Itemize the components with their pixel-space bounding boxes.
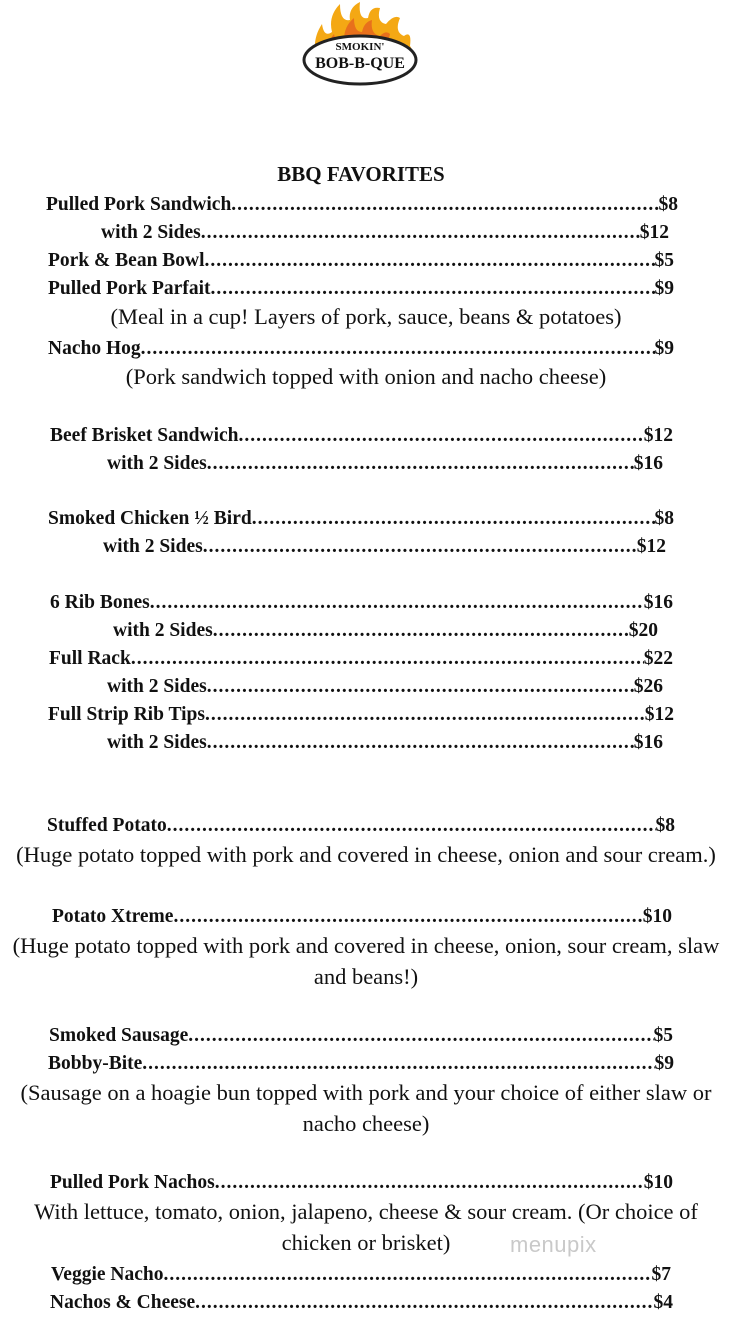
item-name: Pulled Pork Parfait xyxy=(48,278,211,299)
item-description-parfait: (Meal in a cup! Layers of pork, sauce, beans & potatoes) xyxy=(110,304,622,329)
item-price: $12 xyxy=(636,536,666,557)
menu-item-smoked-chicken xyxy=(48,505,674,533)
menu-item-pulled-pork-nachos xyxy=(50,1169,673,1197)
item-name: Stuffed Potato xyxy=(47,815,167,836)
item-name: Bobby-Bite xyxy=(48,1053,143,1074)
item-price: $26 xyxy=(633,676,663,697)
item-name: Pork & Bean Bowl xyxy=(48,250,205,271)
item-price: $22 xyxy=(643,648,673,669)
item-price: $8 xyxy=(654,508,674,529)
item-price: $10 xyxy=(643,1172,673,1193)
menu-item-pulled-pork-parfait xyxy=(48,275,674,303)
item-price: $16 xyxy=(643,592,673,613)
item-price: $9 xyxy=(654,1053,674,1074)
menu-item-6-rib-bones xyxy=(50,589,673,617)
bob-b-que-logo xyxy=(300,2,422,96)
item-price: $8 xyxy=(658,194,678,215)
menu-item-bbs-sides xyxy=(107,450,663,478)
item-price: $5 xyxy=(653,1025,673,1046)
menu-item-nacho-hog xyxy=(48,335,674,363)
watermark: menupix xyxy=(510,1232,597,1257)
item-name: 6 Rib Bones xyxy=(50,592,150,613)
item-name: Nacho Hog xyxy=(48,338,141,359)
item-name: Pulled Pork Sandwich xyxy=(46,194,232,215)
item-price: $9 xyxy=(654,278,674,299)
item-name: with 2 Sides xyxy=(113,620,213,641)
item-name: Nachos & Cheese xyxy=(50,1292,196,1313)
menu-item-pork-bean-bowl xyxy=(48,247,674,275)
section-heading: BBQ FAVORITES xyxy=(277,162,445,186)
menu-item-fsrt-sides xyxy=(107,729,663,757)
item-price: $10 xyxy=(642,906,672,927)
item-price: $9 xyxy=(654,338,674,359)
item-name: Pulled Pork Nachos xyxy=(50,1172,215,1193)
item-price: $5 xyxy=(654,250,674,271)
menu-item-rb-sides xyxy=(113,617,658,645)
item-description-stuffed-potato: (Huge potato topped with pork and covered in cheese, onion and sour cream.) xyxy=(16,842,716,867)
item-name: Smoked Sausage xyxy=(49,1025,189,1046)
item-description-nacho-hog: (Pork sandwich topped with onion and nacho cheese) xyxy=(125,364,607,389)
item-price: $20 xyxy=(628,620,658,641)
item-description-potato-xtreme: (Huge potato topped with pork and covered in cheese, onion, sour cream, slaw and beans!) xyxy=(12,933,720,989)
logo-main-text: BOB-B-QUE xyxy=(315,55,405,72)
item-price: $16 xyxy=(633,732,663,753)
item-name: with 2 Sides xyxy=(107,453,207,474)
menu-item-potato-xtreme xyxy=(52,903,672,931)
menu-item-bobby-bite xyxy=(48,1050,674,1078)
menu-item-fr-sides xyxy=(107,673,663,701)
menu-item-nachos-cheese xyxy=(50,1289,673,1317)
item-price: $16 xyxy=(633,453,663,474)
menu-item-full-rack xyxy=(49,645,673,673)
item-name: Beef Brisket Sandwich xyxy=(50,425,239,446)
item-price: $12 xyxy=(644,704,674,725)
item-price: $12 xyxy=(639,222,669,243)
item-price: $4 xyxy=(653,1292,673,1313)
item-price: $8 xyxy=(655,815,675,836)
menu-item-full-strip-rib-tips xyxy=(48,701,674,729)
item-name: Full Rack xyxy=(49,648,131,669)
item-name: Full Strip Rib Tips xyxy=(48,704,205,725)
menu-item-beef-brisket-sandwich xyxy=(50,422,673,450)
item-name: with 2 Sides xyxy=(107,732,207,753)
item-name: with 2 Sides xyxy=(107,676,207,697)
item-name: with 2 Sides xyxy=(101,222,201,243)
item-price: $7 xyxy=(651,1264,671,1285)
menu-item-pulled-pork-sandwich xyxy=(46,191,678,219)
item-price: $12 xyxy=(643,425,673,446)
item-name: with 2 Sides xyxy=(103,536,203,557)
menu-item-sc-sides xyxy=(103,533,666,561)
item-name: Potato Xtreme xyxy=(52,906,174,927)
item-description-bobby-bite: (Sausage on a hoagie bun topped with pork and your choice of either slaw or nacho cheese) xyxy=(20,1080,712,1136)
item-description-pulled-pork-nachos: With lettuce, tomato, onion, jalapeno, cheese & sour cream. (Or choice of chicken or brisket) xyxy=(34,1199,698,1255)
menu-item-pps-sides xyxy=(101,219,669,247)
menu-item-smoked-sausage xyxy=(49,1022,673,1050)
item-name: Veggie Nacho xyxy=(51,1264,164,1285)
logo-top-text: SMOKIN' xyxy=(335,41,385,53)
item-name: Smoked Chicken ½ Bird xyxy=(48,508,252,529)
menu-item-veggie-nacho xyxy=(51,1261,671,1289)
menu-item-stuffed-potato xyxy=(47,812,675,840)
